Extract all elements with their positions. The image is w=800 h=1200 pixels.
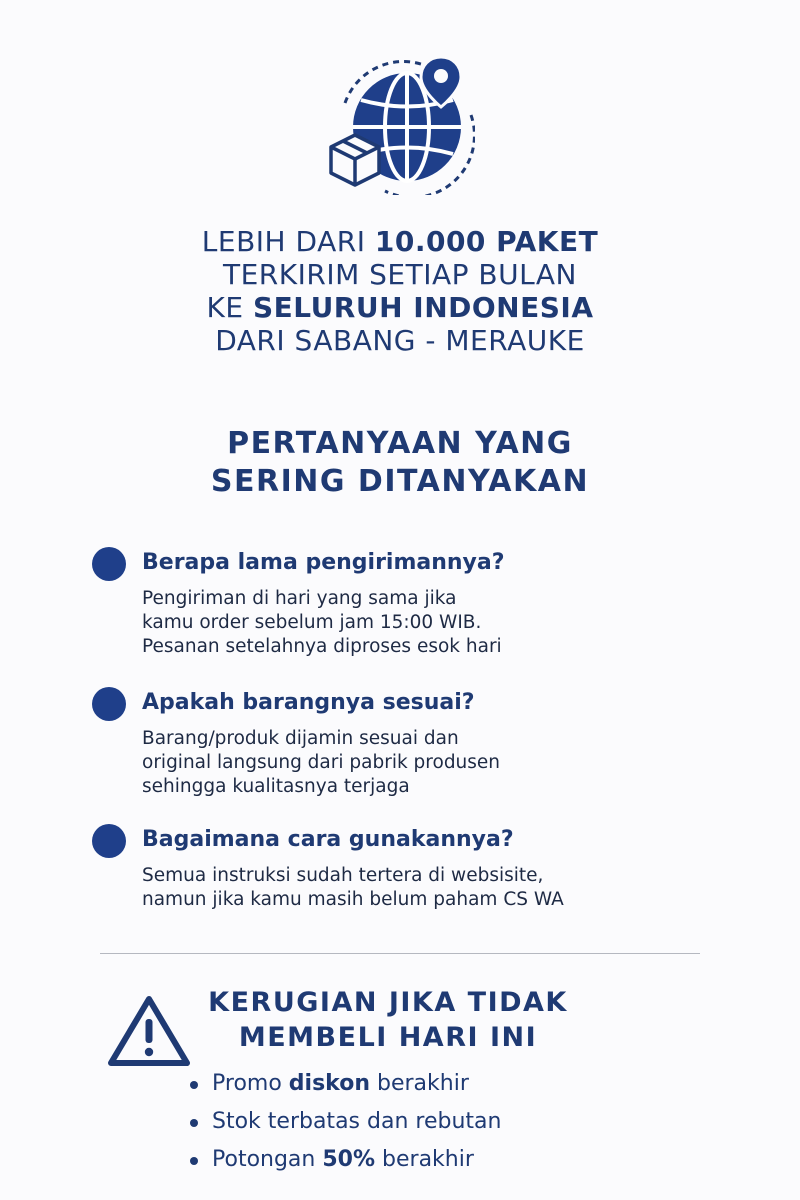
faq-question: Apakah barangnya sesuai?: [142, 690, 475, 715]
divider: [100, 953, 700, 954]
faq-question: Bagaimana cara gunakannya?: [142, 827, 514, 852]
globe-with-location-pin-and-package-icon: [325, 55, 475, 195]
warning-triangle-icon: [107, 993, 191, 1067]
bullet-dot-icon: [92, 547, 126, 581]
faq-question: Berapa lama pengirimannya?: [142, 550, 505, 575]
stat-line-1: LEBIH DARI 10.000 PAKET: [201, 225, 599, 258]
loss-list: [190, 1065, 501, 1179]
stat-line-4: DARI SABANG - MERAUKE: [215, 324, 585, 357]
faq-answer: Pengiriman di hari yang sama jika kamu order sebelum jam 15:00 WIB. Pesanan setelahnya diproses esok hari: [142, 588, 502, 657]
faq-answer: Semua instruksi sudah tertera di websisite, namun jika kamu masih belum paham CS WA: [142, 865, 564, 910]
stat-line-3: KE SELURUH INDONESIA: [206, 291, 594, 324]
bullet-dot-icon: [92, 824, 126, 858]
warning-title: KERUGIAN JIKA TIDAK MEMBELI HARI INI: [208, 987, 568, 1053]
list-item: Potongan 50% berakhir: [190, 1141, 501, 1179]
faq-answer: Barang/produk dijamin sesuai dan original langsung dari pabrik produsen sehingga kualitasnya terjaga: [142, 728, 501, 797]
list-item: Promo diskon berakhir: [190, 1065, 501, 1103]
stat-line-2: TERKIRIM SETIAP BULAN: [223, 258, 577, 291]
list-item: Stok terbatas dan rebutan: [190, 1103, 501, 1141]
bullet-dot-icon: [92, 687, 126, 721]
faq-title: PERTANYAAN YANG SERING DITANYAKAN: [210, 426, 590, 499]
shipping-stat: [0, 225, 800, 357]
